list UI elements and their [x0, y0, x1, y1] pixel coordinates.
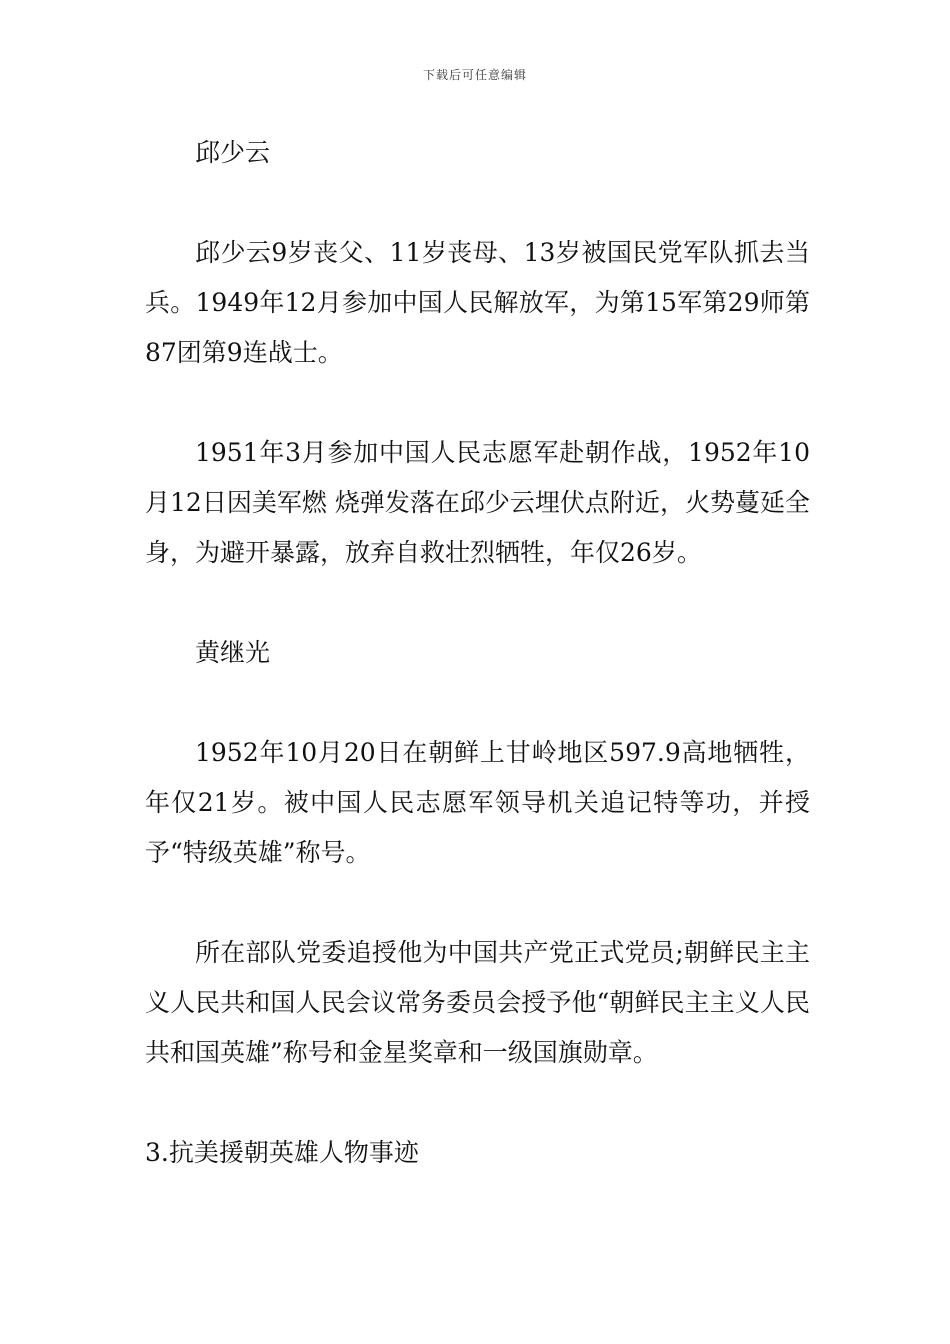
hero-name-qiu-shaoyun: 邱少云 [195, 138, 271, 167]
paragraph-huang-sacrifice: 1952年10月20日在朝鲜上甘岭地区597.9高地牺牲，年仅21岁。被中国人民志愿军领导机关追记特等功，并授予“特级英雄”称号。 [145, 738, 810, 867]
page-header-note: 下载后可任意编辑 [422, 68, 527, 82]
paragraph-qiu-sacrifice: 1951年3月参加中国人民志愿军赴朝作战，1952年10月12日因美军燃 烧弹发落在邱少云埋伏点附近，火势蔓延全身，为避开暴露，放弃自救壮烈牺牲，年仅26岁。 [145, 438, 810, 567]
paragraph-huang-honors: 所在部队党委追授他为中国共产党正式党员;朝鲜民主主义人民共和国人民会议常务委员会授予他“朝鲜民主主义人民共和国英雄”称号和金星奖章和一级国旗勋章。 [145, 938, 810, 1067]
paragraph-qiu-early-life: 邱少云9岁丧父、11岁丧母、13岁被国民党军队抓去当兵。1949年12月参加中国人民解放军，为第15军第29师第87团第9连战士。 [145, 238, 810, 367]
hero-name-huang-jiguang: 黄继光 [195, 638, 271, 667]
section-heading-3: 3.抗美援朝英雄人物事迹 [145, 1138, 419, 1167]
document-body [145, 128, 810, 1178]
